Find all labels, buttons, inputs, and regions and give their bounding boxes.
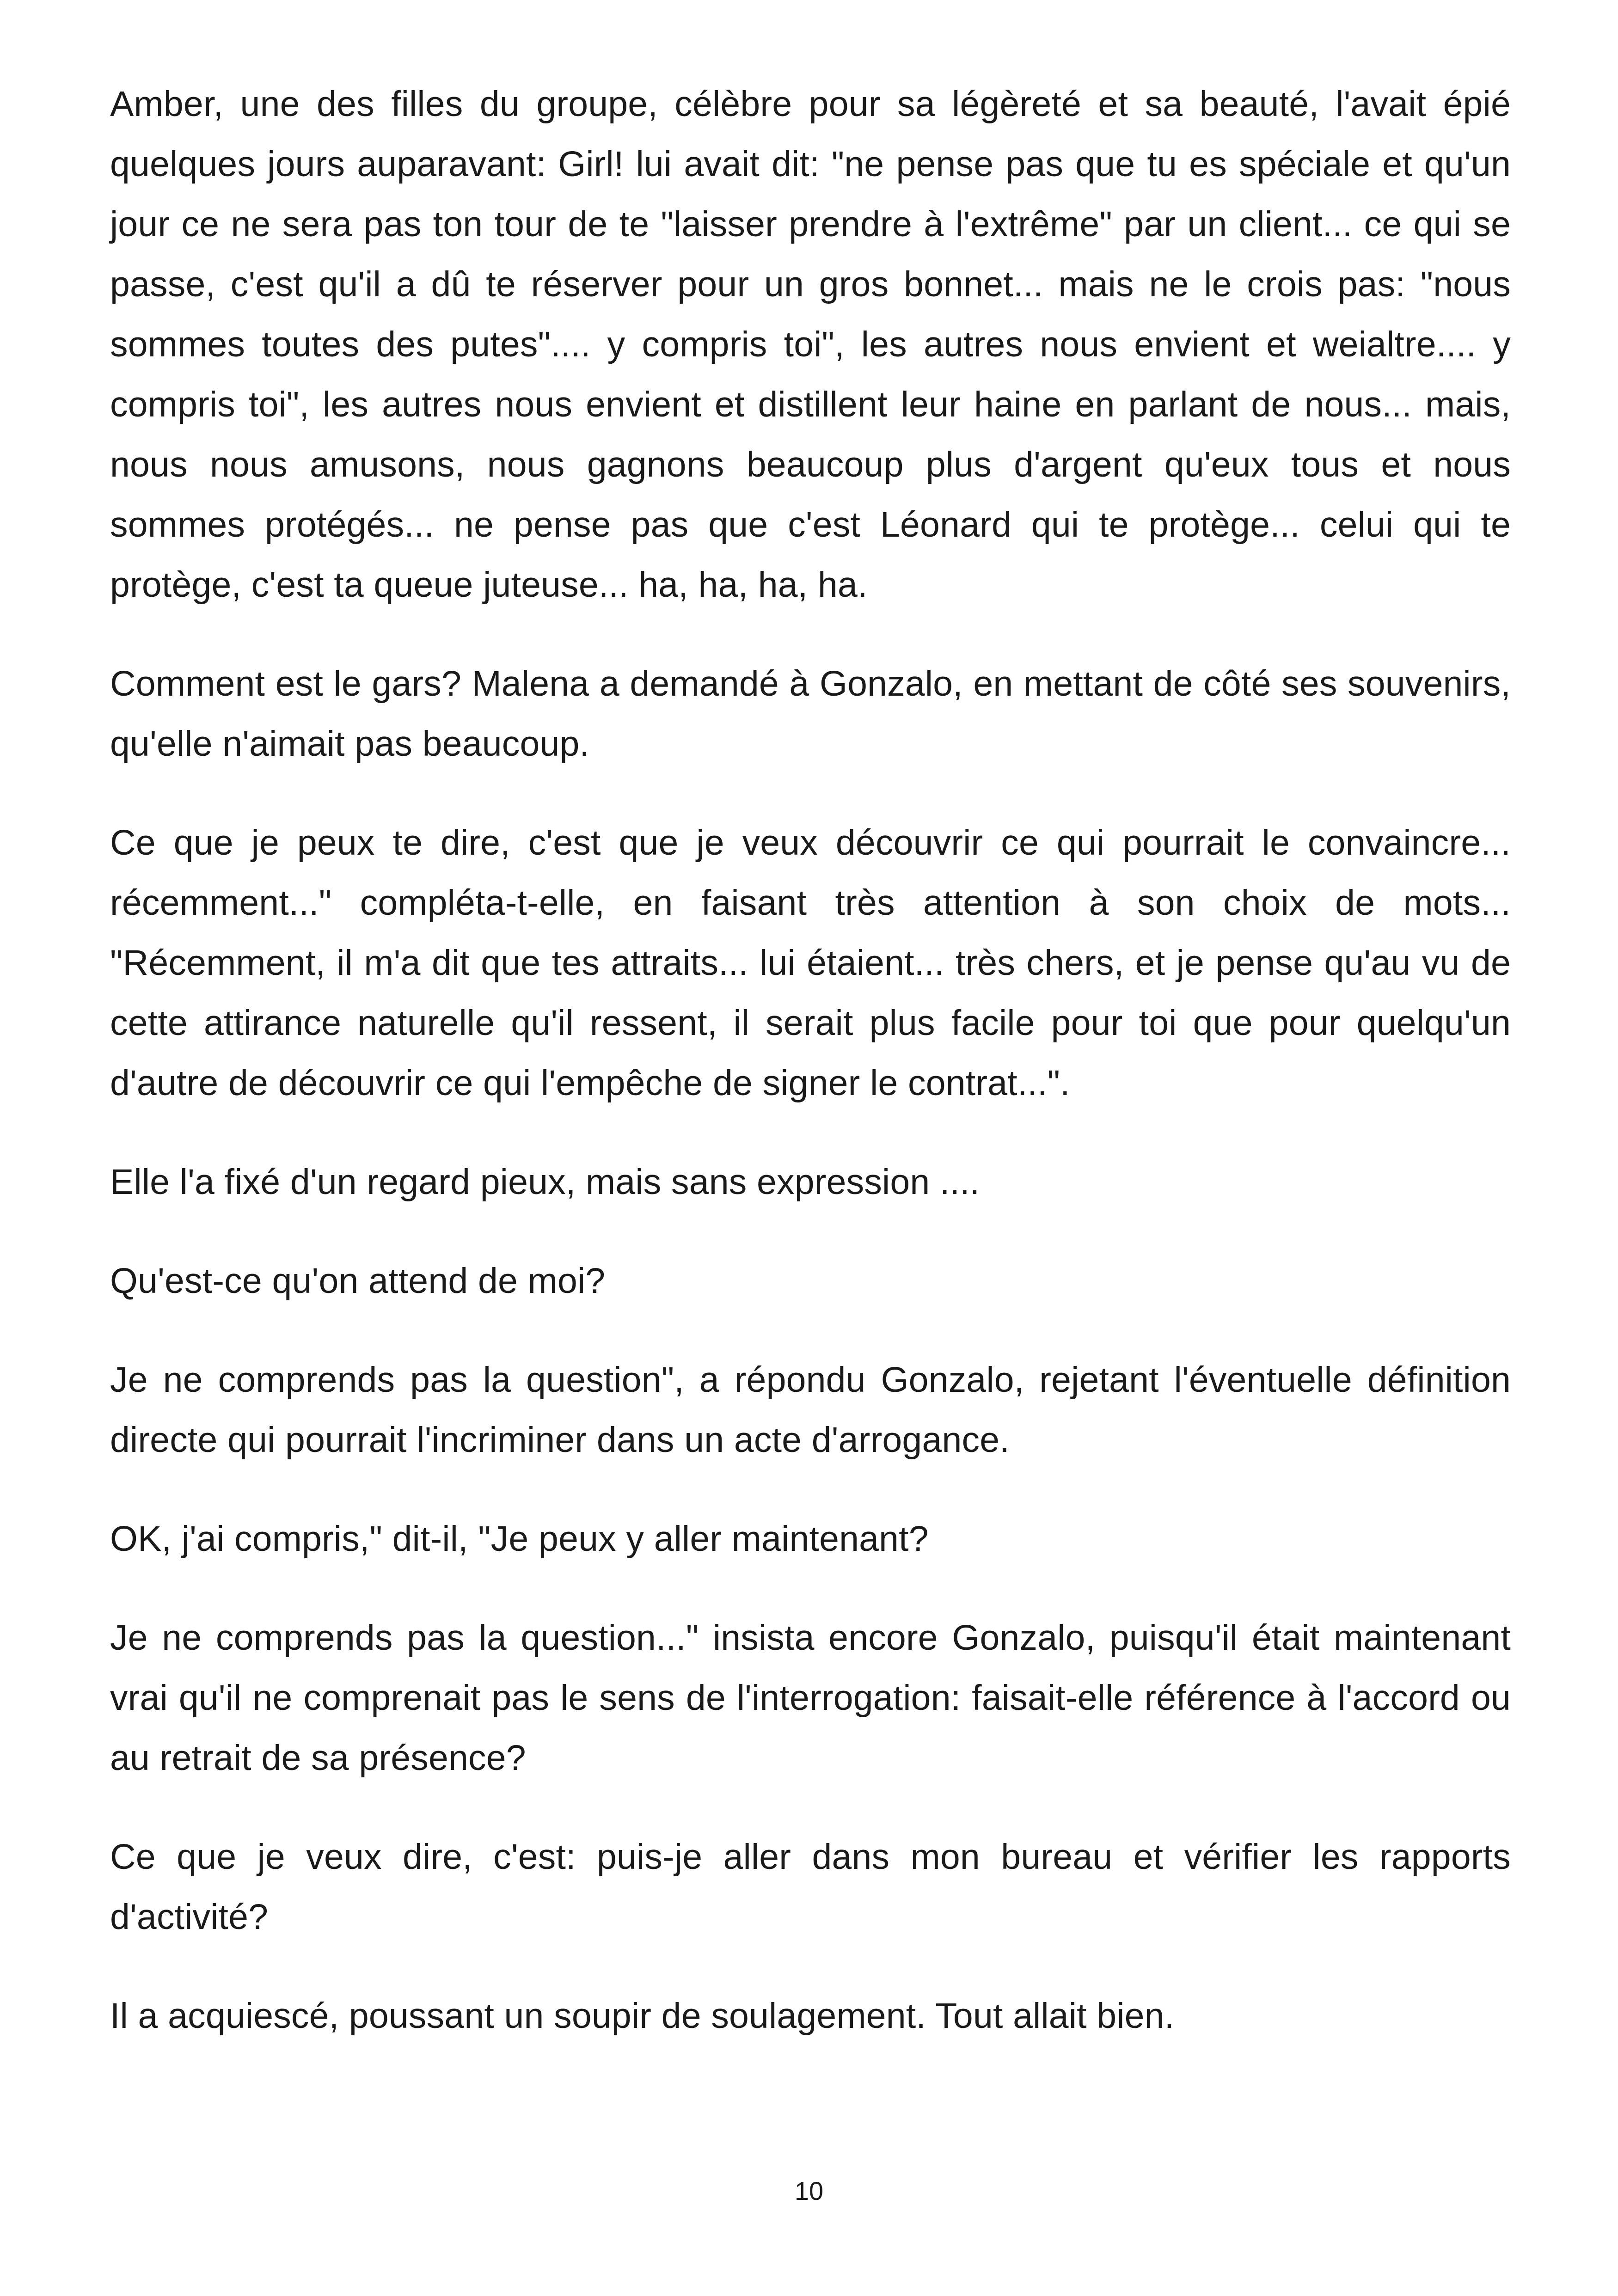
paragraph-4: Elle l'a fixé d'un regard pieux, mais sans expression .... xyxy=(110,1162,980,1202)
paragraph-8: Je ne comprends pas la question..." insista encore Gonzalo, puisqu'il était maintenant vrai qu'il ne comprenait pas le sens de l'interrogation: faisait-elle référence à l'accord ou au retrait de sa présence? xyxy=(110,1618,1511,1778)
paragraph-6: Je ne comprends pas la question", a répondu Gonzalo, rejetant l'éventuelle définition directe qui pourrait l'incriminer dans un acte d'arrogance. xyxy=(110,1360,1511,1460)
paragraph-10: Il a acquiescé, poussant un soupir de soulagement. Tout allait bien. xyxy=(110,1996,1175,2036)
paragraph-1: Amber, une des filles du groupe, célèbre pour sa légèreté et sa beauté, l'avait épié quelques jours auparavant: Girl! lui avait dit: "ne pense pas que tu es spéciale et qu'un jour ce ne sera pas ton tour de te "laisser prendre à l'extrême" par un client... ce qui se passe, c'est qu'il a dû te réserver pour un gros bonnet... mais ne le crois pas: "nous sommes toutes des putes".... y compris toi", les autres nous envient et weialtre.... y compris toi", les autres nous envient et distillent leur haine en parlant de nous... mais, nous nous amusons, nous gagnons beaucoup plus d'argent qu'eux tous et nous sommes protégés... ne pense pas que c'est Léonard qui te protège... celui qui te protège, c'est ta queue juteuse... ha, ha, ha, ha. xyxy=(110,84,1511,605)
paragraph-5: Qu'est-ce qu'on attend de moi? xyxy=(110,1261,606,1301)
paragraph-3: Ce que je peux te dire, c'est que je veux découvrir ce qui pourrait le convaincre... récemment..." compléta-t-elle, en faisant très attention à son choix de mots... "Récemment, il m'a dit que tes attraits... lui étaient... très chers, et je pense qu'au vu de cette attirance naturelle qu'il ressent, il serait plus facile pour toi que pour quelqu'un d'autre de découvrir ce qui l'empêche de signer le contrat...". xyxy=(110,823,1511,1103)
paragraph-7: OK, j'ai compris," dit-il, "Je peux y aller maintenant? xyxy=(110,1519,929,1559)
page-body xyxy=(110,74,1511,2085)
paragraph-2: Comment est le gars? Malena a demandé à Gonzalo, en mettant de côté ses souvenirs, qu'elle n'aimait pas beaucoup. xyxy=(110,664,1511,764)
paragraph-9: Ce que je veux dire, c'est: puis-je aller dans mon bureau et vérifier les rapports d'activité? xyxy=(110,1837,1511,1937)
page-number: 10 xyxy=(794,2176,824,2205)
